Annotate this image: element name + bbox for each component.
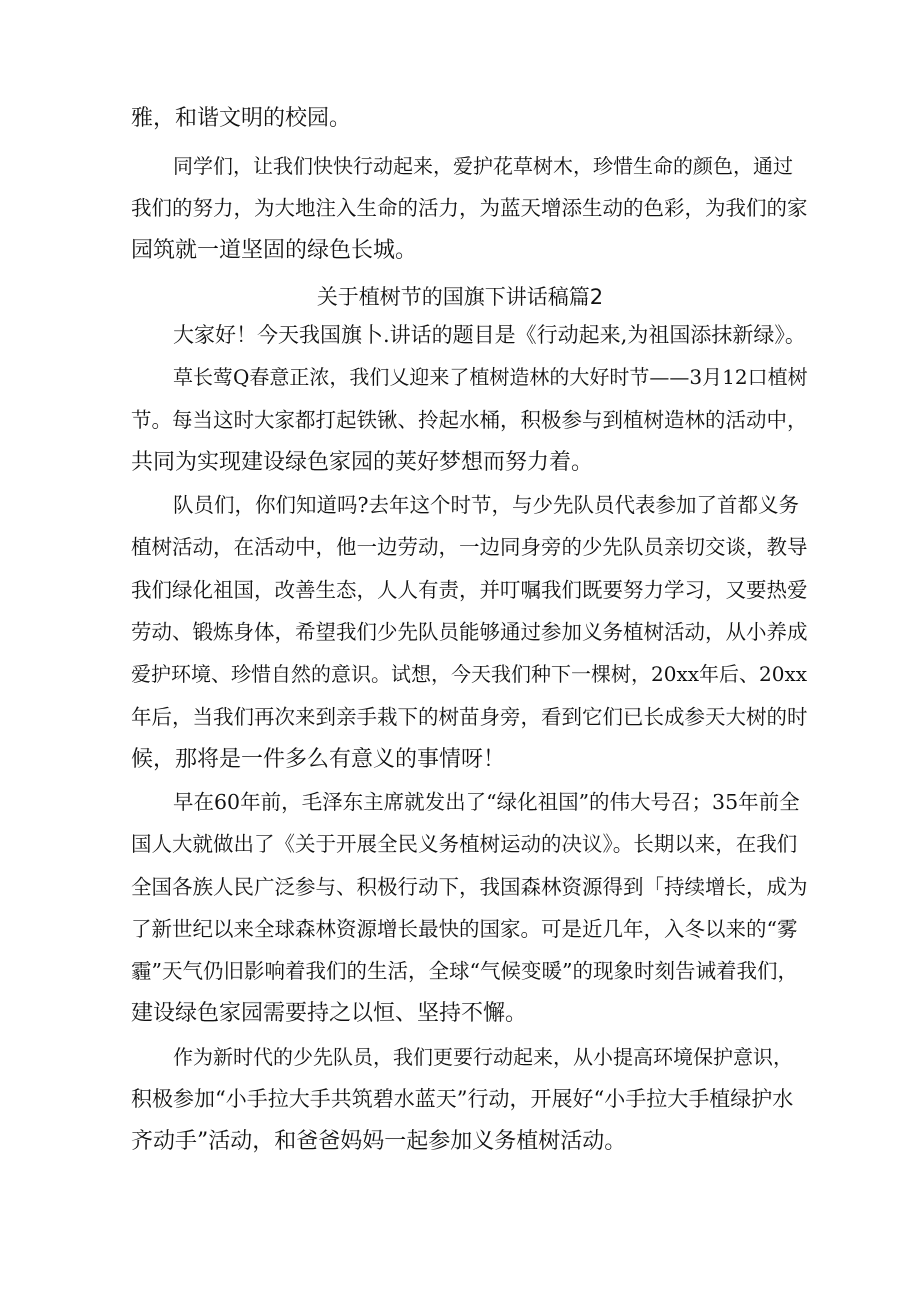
paragraph-line: 共同为实现建设绿色家园的荚好梦想而努力着。 (131, 450, 594, 475)
paragraph-line: 积极参加“小手拉大手共筑碧水蓝天”行动，开展好“小手拉大手植绿护水 (131, 1087, 794, 1111)
section-title: 关于植树节的国旗下讲话稿篇2 (316, 285, 604, 309)
paragraph-line: 植树活动，在活动中，他一边劳动，一边同身旁的少先队员亲切交谈，教导 (131, 535, 808, 559)
paragraph-line: 候，那将是一件多么有意义的事情呀！ (131, 747, 506, 772)
paragraph-line: 雅，和谐文明的校园。 (131, 106, 352, 131)
paragraph-line: 我们绿化祖国，改善生态，人人有责，并叮嘱我们既要努力学习，又要热爱 (131, 578, 808, 602)
paragraph-line: 全国各族人民广泛参与、积极行动下，我国森林资源得到「持续增长，成为 (131, 875, 808, 899)
paragraph-line: 同学们，让我们快快行动起来，爱护花草树木，珍惜生命的颜色，通过 (173, 154, 793, 178)
paragraph-line: 我们的努力，为大地注入生命的活力，为蓝天增添生动的色彩，为我们的家 (131, 196, 808, 220)
paragraph-line: 大家好！今天我国旗卜.讲话的题目是《行动起来,为祖国添抹新绿》。 (173, 323, 806, 347)
paragraph-line: 早在60年前，毛泽东主席就发出了“绿化祖国”的伟大号召；35年前全 (173, 790, 800, 814)
paragraph-line: 霾”天气仍旧影响着我们的生活，全球“气候变暖”的现象时刻告诫着我们， (131, 959, 798, 983)
paragraph-line: 劳动、锻炼身体，希望我们少先队员能够通过参加义务植树活动，从小养成 (131, 620, 808, 644)
paragraph-line: 了新世纪以来全球森林资源增长最快的国家。可是近几年，入冬以来的“雾 (131, 917, 798, 941)
paragraph-line: 建设绿色家园需要持之以恒、坚持不懈。 (131, 1001, 528, 1026)
paragraph-line: 国人大就做出了《关于开展全民义务植树运动的决议》。长期以来，在我们 (131, 832, 798, 856)
paragraph-line: 节。每当这时大家都打起铁锹、拎起水桶，积极参与到植树造林的活动中， (131, 408, 808, 432)
paragraph-line: 队员们，你们知道吗?去年这个时节，与少先队员代表参加了首都义务 (173, 493, 799, 517)
paragraph-line: 园筑就一道坚固的绿色长城。 (131, 238, 418, 263)
paragraph-line: 年后，当我们再次来到亲手栽下的树苗身旁，看到它们已长成参天大树的时 (131, 705, 808, 729)
paragraph-line: 爱护环境、珍惜自然的意识。试想，今天我们种下一棵树，20xx年后、20xx (131, 662, 808, 686)
paragraph-line: 作为新时代的少先队员，我们更要行动起来，从小提高环境保护意识， (173, 1045, 793, 1069)
paragraph-line: 草长莺Q春意正浓，我们乂迎来了植树造林的大好时节——3月12口植树 (173, 365, 808, 389)
paragraph-line: 齐动手”活动，和爸爸妈妈一起参加义务植树活动。 (131, 1129, 627, 1154)
